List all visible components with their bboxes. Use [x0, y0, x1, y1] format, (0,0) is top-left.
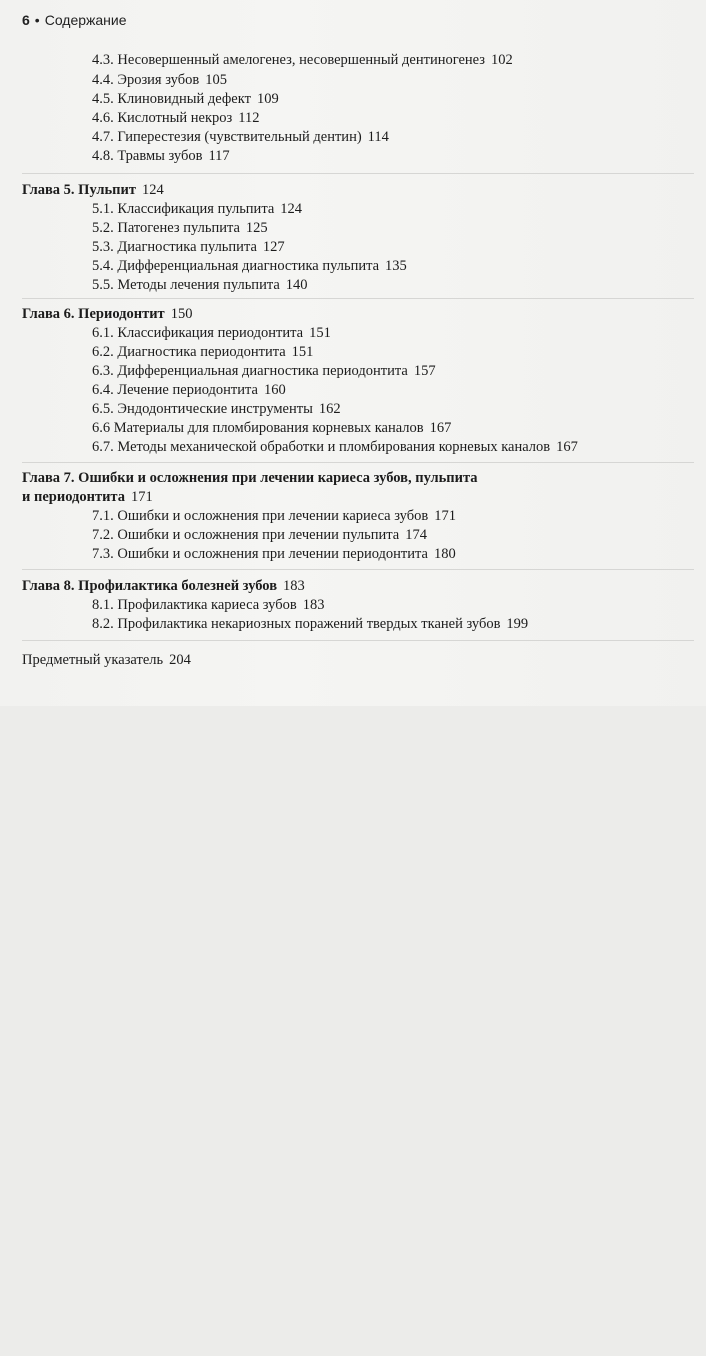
toc-entry-label: 4.3. Несовершенный амелогенез, несовершенный дентиногенез: [92, 52, 486, 68]
toc-entry-label: 6.6 Материалы для пломбирования корневых каналов: [92, 420, 424, 436]
toc-entry-label: 4.7. Гиперестезия (чувствительный дентин): [92, 129, 362, 145]
toc-entry-label: Предметный указатель: [22, 652, 164, 668]
toc-entry-page: 162: [318, 401, 341, 417]
toc-entry-label: 4.8. Травмы зубов: [92, 148, 203, 164]
running-header: [22, 12, 127, 28]
toc-entry-label: 8.1. Профилактика кариеса зубов: [92, 597, 297, 613]
toc-entry-page: 174: [405, 527, 427, 543]
toc-entry-label: 6.5. Эндодонтические инструменты: [92, 401, 313, 417]
chapter-title-line2: и периодонтита: [22, 489, 125, 505]
divider: [22, 298, 694, 299]
divider: [22, 640, 694, 641]
divider: [22, 462, 694, 463]
chapter-title: Глава 6. Периодонтит: [22, 306, 165, 322]
toc-entry-label: 5.2. Патогенез пульпита: [92, 220, 240, 236]
toc-entry-label: 5.1. Классификация пульпита: [92, 201, 275, 217]
toc-entry-label: 8.2. Профилактика некариозных поражений твердых тканей зубов: [92, 616, 501, 632]
chapter-page: 171: [131, 489, 153, 505]
toc-entry-page: 180: [433, 546, 456, 562]
toc-entry-page: 112: [238, 110, 260, 126]
toc-entry-page: 105: [205, 72, 227, 88]
chapter-title: Глава 5. Пульпит: [22, 182, 136, 198]
toc-entry-label: 4.4. Эрозия зубов: [92, 72, 200, 88]
header-bullet: •: [34, 12, 40, 28]
toc-entry-label: 6.2. Диагностика периодонтита: [92, 344, 286, 360]
toc-entry-label: 6.7. Методы механической обработки и пломбирования корневых каналов: [92, 439, 551, 455]
toc-entry-page: 199: [506, 616, 529, 632]
toc-entry-page: 167: [429, 420, 452, 436]
toc-entry-page: 125: [245, 220, 268, 236]
toc-entry-page: 157: [413, 363, 436, 379]
toc-entry-page: 160: [263, 382, 286, 398]
toc-entry-page: 127: [262, 239, 285, 255]
divider: [22, 569, 694, 570]
toc-entry-page: 114: [367, 129, 389, 145]
toc-entry-page: 117: [208, 148, 230, 164]
toc-entry-label: 6.3. Дифференциальная диагностика периодонтита: [92, 363, 408, 379]
chapter-page: 124: [141, 182, 164, 198]
toc-entry-page: 204: [169, 652, 191, 668]
toc-entry-page: 183: [302, 597, 325, 613]
toc-entry-label: 6.1. Классификация периодонтита: [92, 325, 304, 341]
toc-entry-page: 151: [291, 344, 314, 360]
toc-entry-page: 124: [280, 201, 303, 217]
toc-entry-page: 171: [434, 508, 456, 524]
chapter-title: Глава 8. Профилактика болезней зубов: [22, 578, 278, 594]
toc-entry-label: 6.4. Лечение периодонтита: [92, 382, 258, 398]
toc-entry-page: 109: [256, 91, 279, 107]
toc-entry-page: 140: [285, 277, 308, 293]
toc-entry-label: 5.5. Методы лечения пульпита: [92, 277, 280, 293]
toc-entry-label: 5.3. Диагностика пульпита: [92, 239, 257, 255]
divider: [22, 173, 694, 174]
toc-entry-label: 7.2. Ошибки и осложнения при лечении пульпита: [92, 527, 400, 543]
toc-entry-label: 7.1. Ошибки и осложнения при лечении кариеса зубов: [92, 508, 429, 524]
toc-entry-label: 4.6. Кислотный некроз: [92, 110, 233, 126]
toc-entry-label: 4.5. Клиновидный дефект: [92, 91, 251, 107]
chapter-page: 183: [283, 578, 305, 594]
toc-entry-label: 5.4. Дифференциальная диагностика пульпита: [92, 258, 380, 274]
header-title: Содержание: [44, 12, 127, 28]
toc-entry-page: 151: [309, 325, 331, 341]
header-page-number: 6: [22, 12, 30, 28]
toc-entry-page: 102: [491, 52, 513, 68]
toc-entry-page: 135: [385, 258, 407, 274]
toc-entry-label: 7.3. Ошибки и осложнения при лечении периодонтита: [92, 546, 428, 562]
toc-entry-page: 167: [556, 439, 578, 455]
chapter-page: 150: [170, 306, 193, 322]
chapter-title-line1[interactable]: Глава 7. Ошибки и осложнения при лечении кариеса зубов, пульпита: [22, 470, 478, 486]
